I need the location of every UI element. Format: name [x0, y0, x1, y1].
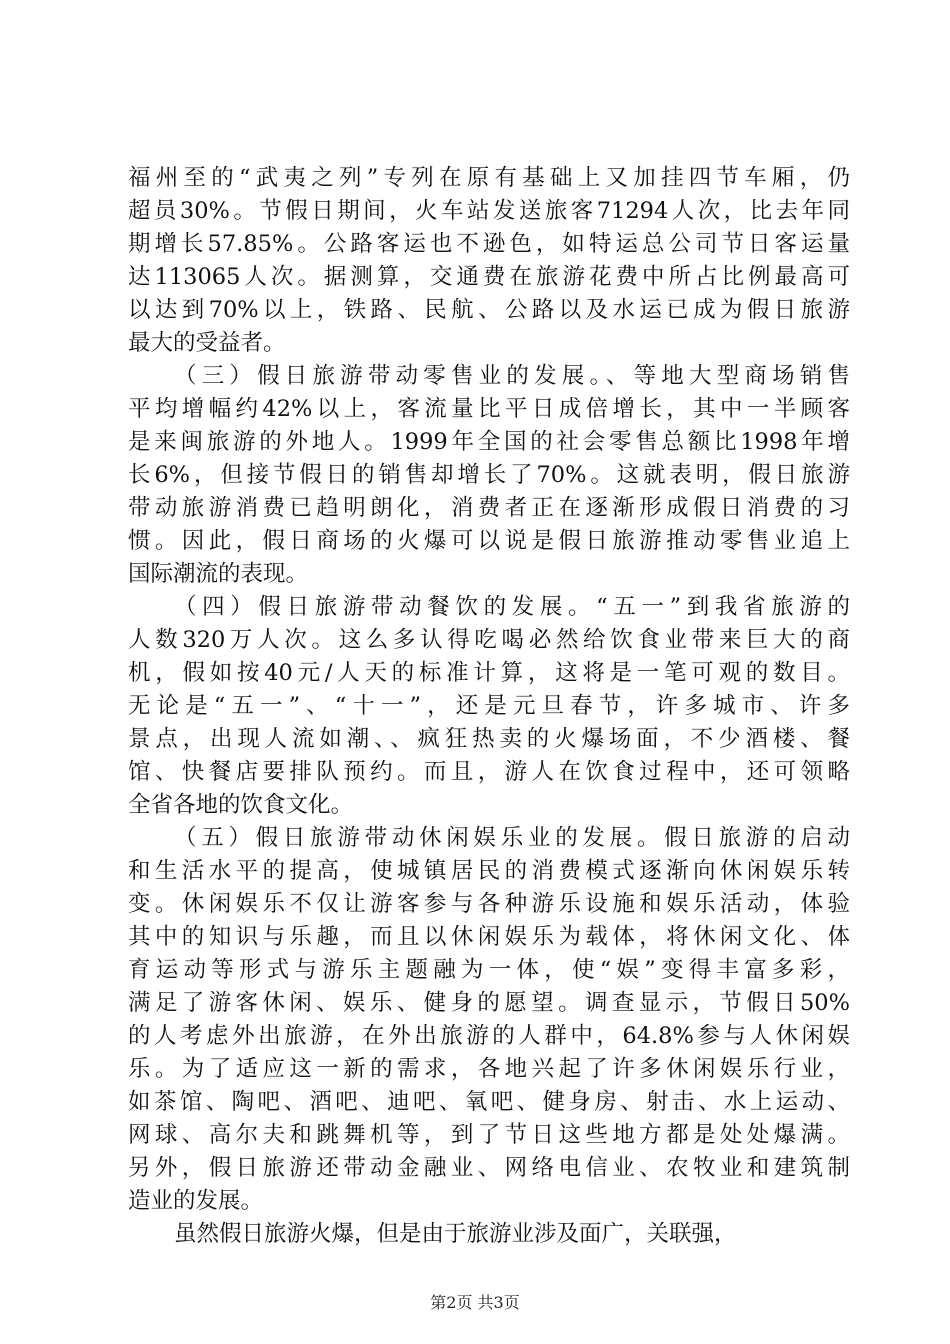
text-line: 机，假如按40元/人天的标准计算，这将是一笔可观的数目。: [128, 660, 850, 686]
text-line: 达113065人次。据测算，交通费在旅游花费中所占比例最高可: [128, 264, 850, 290]
text-line: 国际潮流的表现。: [128, 561, 309, 587]
text-line: 人数320万人次。这么多认得吃喝必然给饮食业带来巨大的商: [128, 627, 850, 653]
text-line: 福州至的“武夷之列”专列在原有基础上又加挂四节车厢，仍: [128, 165, 850, 191]
text-line: 是来闽旅游的外地人。1999年全国的社会零售总额比1998年增: [128, 429, 850, 455]
text-line: 带动旅游消费已趋明朗化，消费者正在逐渐形成假日消费的习: [128, 495, 850, 521]
paragraph-start-line: 虽然假日旅游火爆，但是由于旅游业涉及面广，关联强，: [174, 1221, 737, 1247]
text-line: 其中的知识与乐趣，而且以休闲娱乐为载体，将休闲文化、体: [128, 924, 850, 950]
text-line: 的人考虑外出旅游，在外出旅游的人群中，64.8%参与人休闲娱: [128, 1023, 850, 1049]
text-line: 全省各地的饮食文化。: [128, 792, 354, 818]
body-text: [128, 162, 850, 1251]
text-line: 景点，出现人流如潮、、疯狂热卖的火爆场面，不少酒楼、餐: [128, 726, 850, 752]
text-line: 乐。为了适应这一新的需求，各地兴起了许多休闲娱乐行业，: [128, 1056, 850, 1082]
text-line: 期增长57.85%。公路客运也不逊色，如特运总公司节日客运量: [128, 231, 850, 257]
text-line: 最大的受益者。: [128, 330, 286, 356]
text-line: 超员30%。节假日期间，火车站发送旅客71294人次，比去年同: [128, 198, 850, 224]
text-line: 和生活水平的提高，使城镇居民的消费模式逐渐向休闲娱乐转: [128, 858, 850, 884]
text-line: 变。休闲娱乐不仅让游客参与各种游乐设施和娱乐活动，体验: [128, 891, 850, 917]
text-line: 如茶馆、陶吧、酒吧、迪吧、氧吧、健身房、射击、水上运动、: [128, 1089, 850, 1115]
text-line: 平均增幅约42%以上，客流量比平日成倍增长，其中一半顾客: [128, 396, 850, 422]
text-line: 馆、快餐店要排队预约。而且，游人在饮食过程中，还可领略: [128, 759, 850, 785]
paragraph-start-line: （四）假日旅游带动餐饮的发展。“五一”到我省旅游的: [174, 594, 850, 620]
text-line: 网球、高尔夫和跳舞机等，到了节日这些地方都是处处爆满。: [128, 1122, 850, 1148]
text-line: 另外，假日旅游还带动金融业、网络电信业、农牧业和建筑制: [128, 1155, 850, 1181]
text-line: 满足了游客休闲、娱乐、健身的愿望。调查显示，节假日50%: [128, 990, 850, 1016]
text-line: 无论是“五一”、“十一”，还是元旦春节，许多城市、许多: [128, 693, 850, 719]
paragraph-start-line: （五）假日旅游带动休闲娱乐业的发展。假日旅游的启动: [174, 825, 850, 851]
page-footer: 第2页 共3页: [430, 1293, 520, 1312]
text-line: 长6%，但接节假日的销售却增长了70%。这就表明，假日旅游: [128, 462, 850, 488]
text-line: 惯。因此，假日商场的火爆可以说是假日旅游推动零售业追上: [128, 528, 850, 554]
text-line: 造业的发展。: [128, 1188, 264, 1214]
text-line: 以达到70%以上，铁路、民航、公路以及水运已成为假日旅游: [128, 297, 850, 323]
text-line: 育运动等形式与游乐主题融为一体，使“娱”变得丰富多彩，: [128, 957, 850, 983]
paragraph-start-line: （三）假日旅游带动零售业的发展。、等地大型商场销售: [174, 363, 850, 389]
